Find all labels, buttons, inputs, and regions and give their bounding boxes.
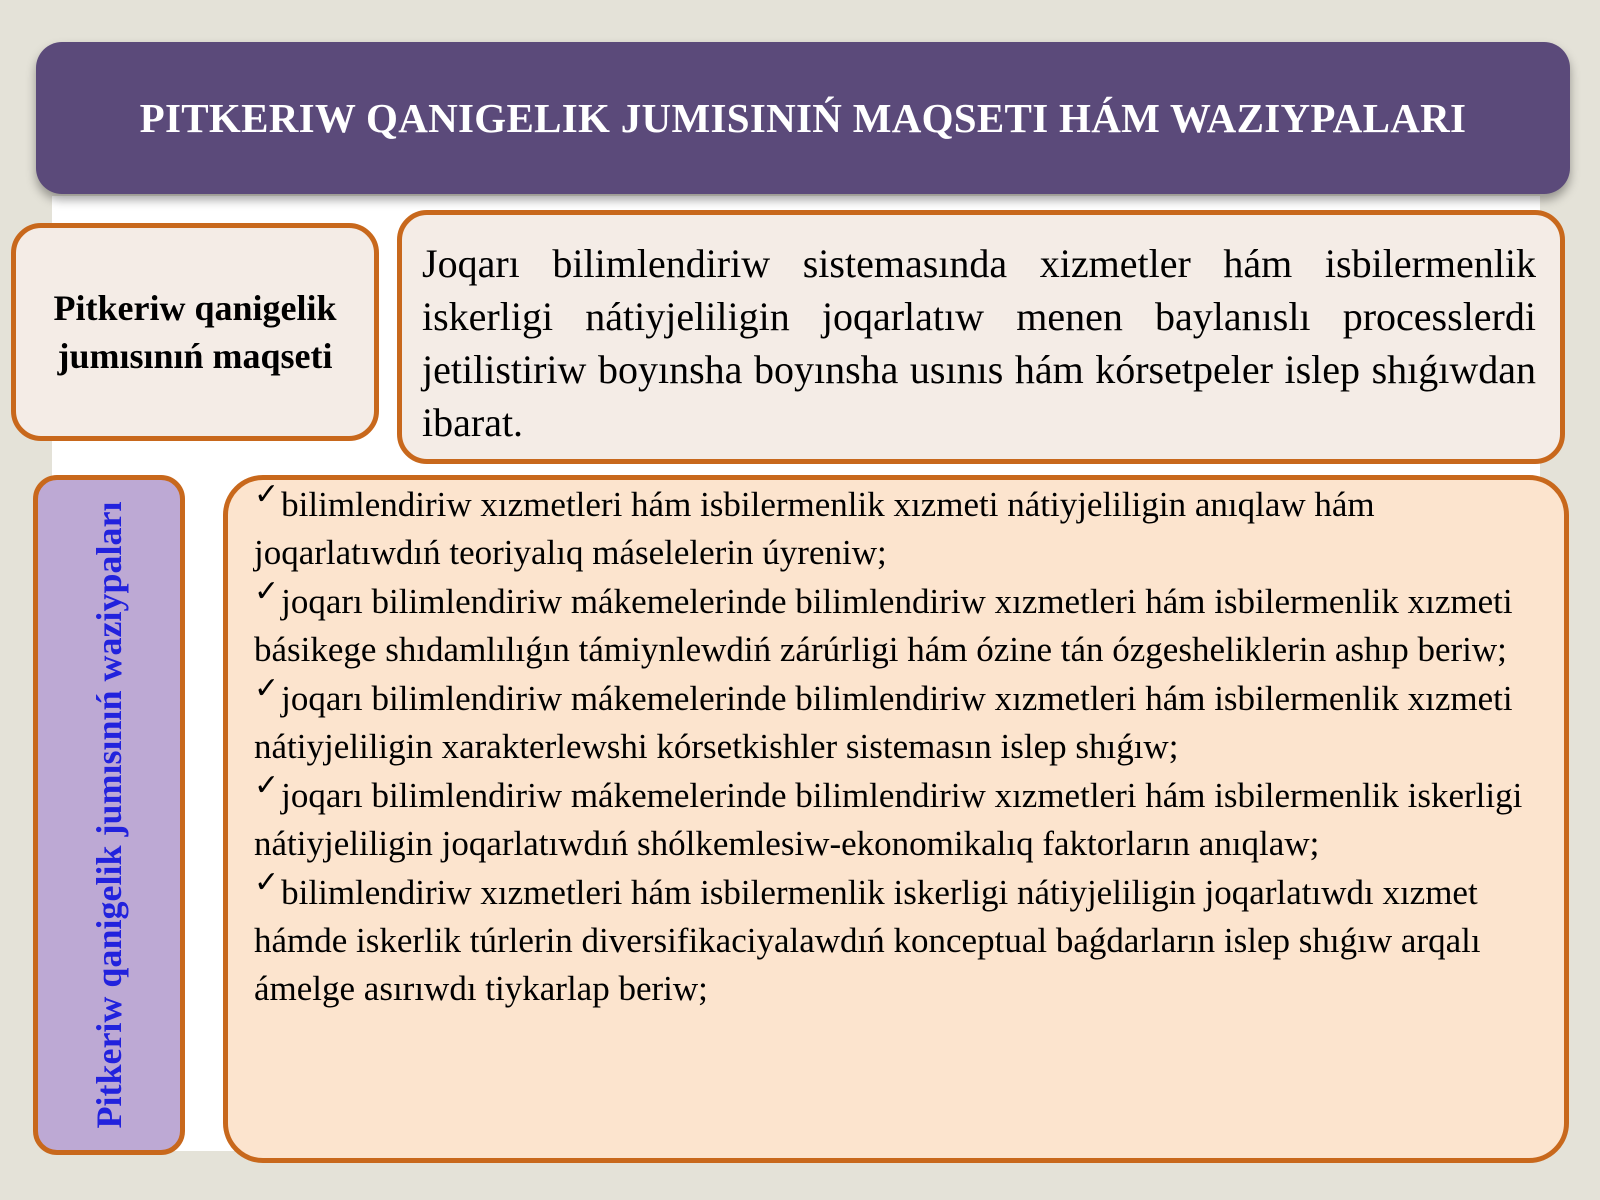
task-text: joqarı bilimlendiriw mákemelerinde bilimlendiriw xızmetleri hám isbilermenlik xızmeti básikege shıdamlılıǵın támiynlewdiń zárúrligi hám ózine tán ózgesheliklerin ashıp beriw; (254, 582, 1513, 669)
goal-box (397, 210, 1565, 464)
list-item (254, 865, 1538, 1013)
goal-label: Pitkeriw qanigelik jumısınıń maqseti (53, 288, 337, 376)
task-text: joqarı bilimlendiriw mákemelerinde bilimlendiriw xızmetleri hám isbilermenlik iskerligi nátiyjeliligin joqarlatıwdıń shólkemlesiw-ekonomikalıq faktorların anıqlaw; (254, 776, 1523, 863)
task-text: bilimlendiriw xızmetleri hám isbilermenlik xızmeti nátiyjeliligin anıqlaw hám joqarlatıwdıń teoriyalıq máselelerin úyreniw; (254, 485, 1375, 572)
title-banner (36, 42, 1570, 194)
check-icon: ✓ (254, 865, 280, 900)
list-item (254, 574, 1538, 674)
task-text: joqarı bilimlendiriw mákemelerinde bilimlendiriw xızmetleri hám isbilermenlik xızmeti nátiyjeliligin xarakterlewshi kórsetkishler sistemasın islep shıǵıw; (254, 679, 1513, 766)
check-icon: ✓ (254, 671, 280, 706)
task-text: bilimlendiriw xızmetleri hám isbilermenlik iskerligi nátiyjeliligin joqarlatıwdı xızmet hámde iskerlik túrlerin diversifikaciyalawdıń konceptual baǵdarların islep shıǵıw arqalı ámelge asırıwdı tiykarlap beriw; (254, 873, 1481, 1008)
goal-label-box (11, 223, 379, 441)
list-item (254, 768, 1538, 868)
task-list (254, 477, 1538, 1013)
check-icon: ✓ (254, 574, 280, 609)
check-icon: ✓ (254, 768, 280, 803)
tasks-label: Pitkeriw qanigelik jumısınıń waziypaları (89, 501, 129, 1129)
tasks-label-box (33, 475, 185, 1155)
goal-text: Joqarı bilimlendiriw sistemasında xizmetler hám isbilermenlik iskerligi nátiyjeliligin joqarlatıw menen baylanıslı processlerdi jetilistiriw boyınsha boyınsha usınıs hám kórsetpeler islep shıǵıwdan ibarat. (422, 241, 1536, 445)
slide-title: PITKERIW QANIGELIK JUMISINIŃ MAQSETI HÁM WAZIYPALARI (139, 95, 1467, 141)
list-item (254, 671, 1538, 771)
check-icon: ✓ (254, 477, 280, 512)
list-item (254, 477, 1538, 577)
tasks-box (223, 475, 1569, 1163)
